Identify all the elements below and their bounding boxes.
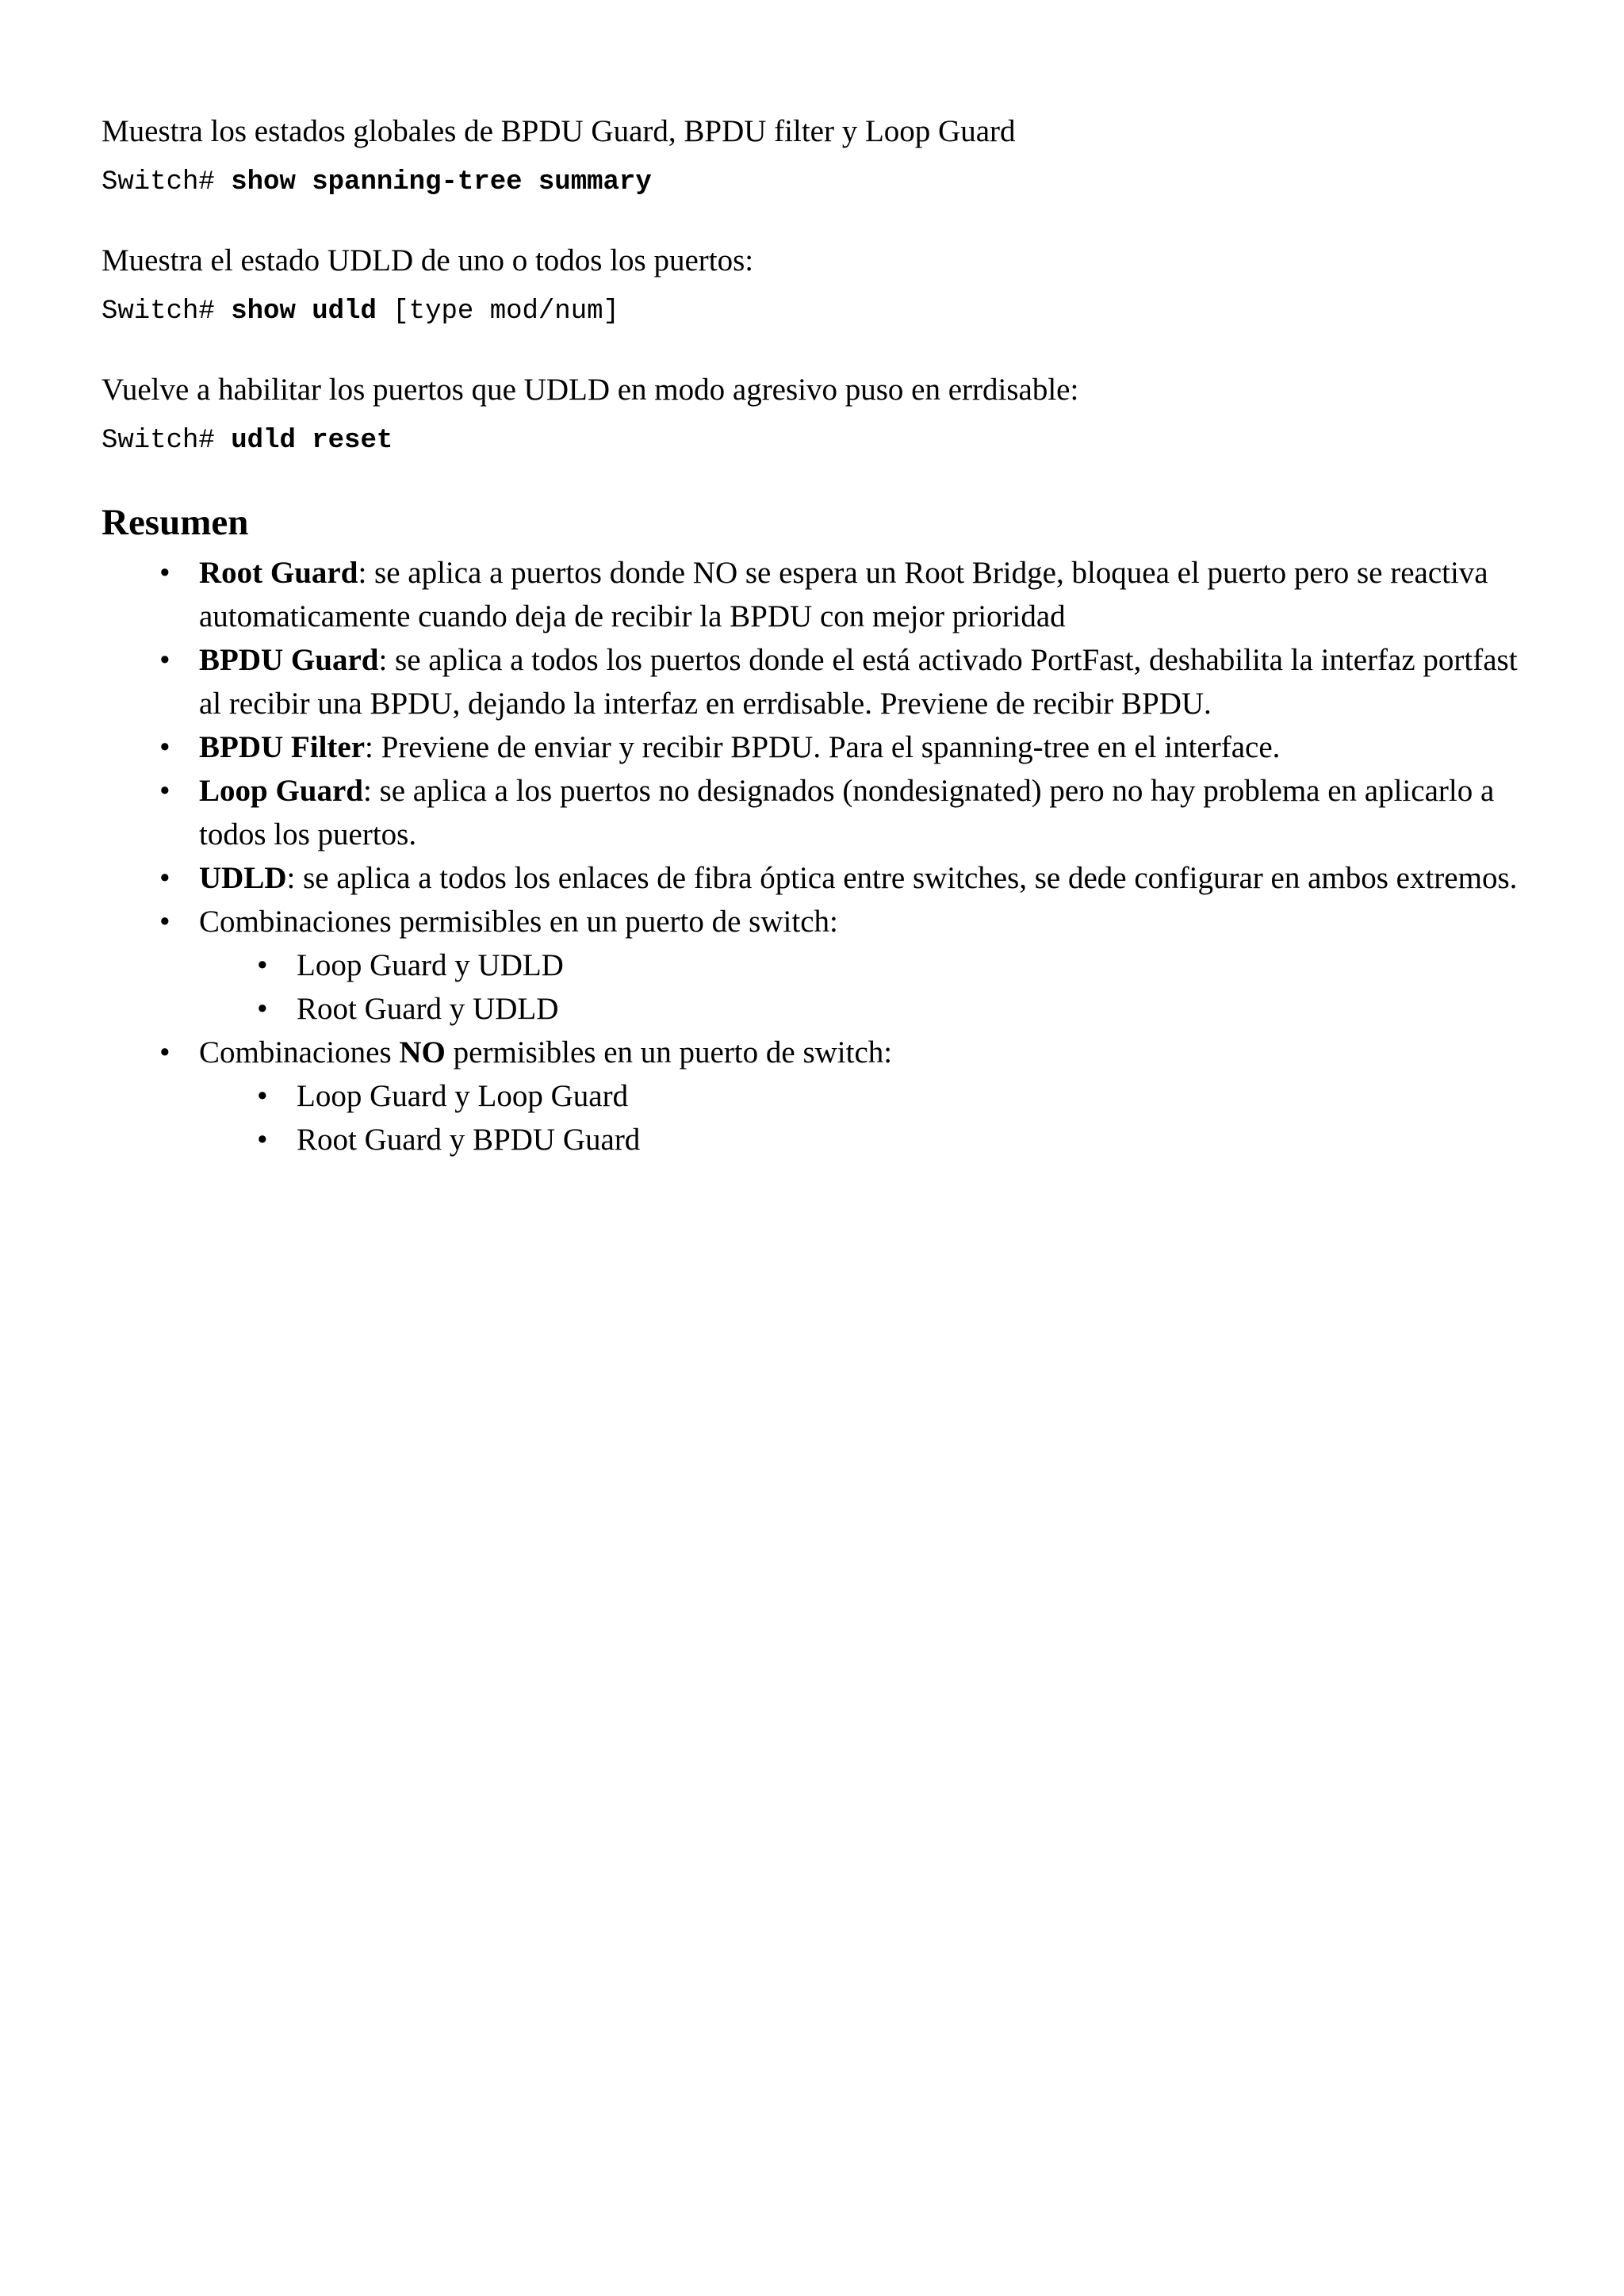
- allowed-combinations-text: Combinaciones permisibles en un puerto de switch:: [199, 905, 838, 939]
- command-prompt: Switch#: [102, 297, 232, 327]
- not-allowed-combination-item: [199, 1074, 1521, 1118]
- command-text: show udld: [231, 297, 377, 327]
- summary-item-not-allowed-combinations: [102, 1031, 1521, 1161]
- allowed-combinations-list: [199, 943, 1521, 1031]
- command-description-2: Muestra el estado UDLD de uno o todos los puertos:: [102, 243, 754, 277]
- command-line-3: [102, 421, 1521, 461]
- not-allowed-text-before: Combinaciones: [199, 1035, 400, 1070]
- bullet-icon: •: [159, 905, 170, 939]
- summary-text: : se aplica a los puertos no designados (nondesignated) pero no hay problema en aplicarlo a todos los puertos.: [199, 774, 1495, 851]
- summary-term: UDLD: [199, 861, 287, 895]
- combination-text: Root Guard y BPDU Guard: [297, 1123, 641, 1157]
- bullet-icon: •: [159, 774, 170, 808]
- summary-text: : Previene de enviar y recibir BPDU. Para el spanning-tree en el interface.: [365, 730, 1281, 764]
- not-allowed-text-after: permisibles en un puerto de switch:: [445, 1035, 893, 1070]
- command-args: [type mod/num]: [376, 297, 619, 327]
- combination-text: Loop Guard y Loop Guard: [297, 1079, 629, 1113]
- bullet-icon: •: [159, 556, 170, 590]
- summary-text: : se aplica a puertos donde NO se espera un Root Bridge, bloquea el puerto pero se reactiva automaticamente cuando deja de recibir la BPDU con mejor prioridad: [199, 556, 1488, 633]
- summary-term: BPDU Guard: [199, 643, 379, 677]
- bullet-icon: •: [257, 992, 268, 1026]
- combination-text: Loop Guard y UDLD: [297, 948, 564, 982]
- command-line-1: [102, 163, 1521, 202]
- command-description-3: Vuelve a habilitar los puertos que UDLD en modo agresivo puso en errdisable:: [102, 373, 1079, 407]
- document-body: [102, 109, 1521, 1161]
- summary-item-allowed-combinations: [102, 900, 1521, 1031]
- command-text: show spanning-tree summary: [231, 167, 652, 197]
- summary-term: Root Guard: [199, 556, 358, 590]
- summary-heading: Resumen: [102, 502, 249, 543]
- command-prompt: Switch#: [102, 426, 232, 456]
- allowed-combination-item: [199, 987, 1521, 1031]
- allowed-combination-item: [199, 943, 1521, 987]
- command-prompt: Switch#: [102, 167, 232, 197]
- summary-item-root-guard: [102, 551, 1521, 638]
- command-text: udld reset: [231, 426, 393, 456]
- summary-list: [102, 551, 1521, 1161]
- summary-text: : se aplica a todos los puertos donde el está activado PortFast, deshabilita la interfaz portfast al recibir una BPDU, dejando la interfaz en errdisable. Previene de recibir BPDU.: [199, 643, 1518, 721]
- bullet-icon: •: [257, 1123, 268, 1157]
- bullet-icon: •: [257, 1079, 268, 1113]
- summary-item-loop-guard: [102, 769, 1521, 856]
- command-line-2: [102, 292, 1521, 331]
- command-description-1: Muestra los estados globales de BPDU Guard, BPDU filter y Loop Guard: [102, 114, 1016, 148]
- summary-item-bpdu-filter: [102, 725, 1521, 769]
- not-allowed-combination-item: [199, 1118, 1521, 1161]
- bullet-icon: •: [159, 861, 170, 895]
- not-allowed-combinations-list: [199, 1074, 1521, 1161]
- summary-term: Loop Guard: [199, 774, 363, 808]
- summary-item-udld: [102, 856, 1521, 900]
- bullet-icon: •: [159, 1035, 170, 1070]
- summary-item-bpdu-guard: [102, 638, 1521, 725]
- not-allowed-emphasis: NO: [399, 1035, 446, 1070]
- bullet-icon: •: [257, 948, 268, 982]
- bullet-icon: •: [159, 643, 170, 677]
- summary-text: : se aplica a todos los enlaces de fibra óptica entre switches, se dede configurar en ambos extremos.: [286, 861, 1518, 895]
- summary-term: BPDU Filter: [199, 730, 366, 764]
- combination-text: Root Guard y UDLD: [297, 992, 559, 1026]
- bullet-icon: •: [159, 730, 170, 764]
